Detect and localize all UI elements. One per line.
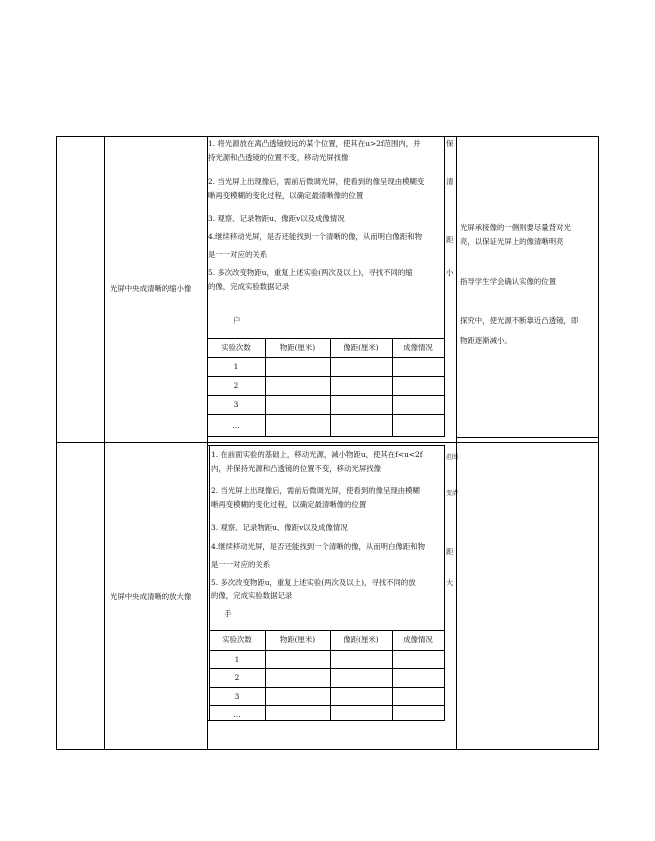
row-1-note-line: 光屏承接像的一侧则要尽量背对光 <box>460 223 571 232</box>
outer-middle-border <box>56 442 599 443</box>
table-row: 2 <box>234 673 240 682</box>
col-divider-1 <box>104 136 105 750</box>
row-1-note-line: 探究中，使光源不断靠近凸透镜，即 <box>460 316 579 325</box>
row-2-step-line: 是一一对应的关系 <box>211 560 271 569</box>
row-1-note-line: 物距逐渐减小。 <box>460 336 512 345</box>
table-header: 成像情况 <box>403 635 433 644</box>
row-2-side-char: 大 <box>446 578 454 587</box>
row-2-step-line: 3. 观察、记录物距u、像距v以及成像情况 <box>211 523 348 532</box>
col-divider-3 <box>444 136 445 436</box>
table-row: 1 <box>234 655 240 664</box>
row-1-step-line: 晰再变模糊的变化过程，以确定最清晰像的位置 <box>208 191 364 200</box>
row-1-step-line: 4.继续移动光屏，是否还能找到一个清晰的像，从而明白像距和物 <box>208 232 422 241</box>
table-header: 成像情况 <box>403 343 433 352</box>
row-1-side-char: 小 <box>446 268 454 277</box>
col-divider-2 <box>207 136 208 750</box>
row-1-step-line: 是一一对应的关系 <box>208 250 268 259</box>
row-1-note-line: 指导学生学会确认实像的位置 <box>460 277 557 286</box>
row2-inner-top <box>207 445 445 446</box>
outer-top-border <box>56 136 599 137</box>
row-1-label: 光屏中央成清晰的缩小像 <box>110 284 192 293</box>
row-1-step-line: 5. 多次改变物距u，重复上述实验(两次及以上)，寻找不同的缩 <box>208 268 413 277</box>
row-2-step-line: 晰再变模糊的变化过程，以确定最清晰像的位置 <box>211 500 367 509</box>
col-divider-4 <box>456 136 457 750</box>
row-2-step-line: 4.继续移动光屏，是否还能找到一个清晰的像，从而明白像距和物 <box>211 542 425 551</box>
table-header: 像距(厘米) <box>343 343 379 352</box>
row-2-side-char: 距 <box>446 547 454 556</box>
table-row: 1 <box>233 362 239 371</box>
row-2-step-line: 的像，完成实验数据记录 <box>211 591 293 600</box>
table-header: 物距(厘米) <box>279 343 316 352</box>
row-1-step-line: 1. 将光源放在离凸透镜较远的某个位置，使其在u>2f范围内，并 <box>208 139 421 148</box>
table-row: 3 <box>234 692 240 701</box>
table-header: 像距(厘米) <box>343 635 379 644</box>
row1-inner-bottom <box>207 436 445 437</box>
table-header: 实验次数 <box>222 635 252 644</box>
row-1-mark: 户 <box>233 316 241 325</box>
row-1-step-line: 3. 观察、记录物距u、像距v以及成像情况 <box>208 214 345 223</box>
row-2-side-char: 变清 <box>446 490 459 497</box>
outer-right-border <box>598 136 599 750</box>
row-1-note-line: 亮，以保证光屏上的像清晰明亮 <box>460 237 564 246</box>
row2-inner-bottom <box>207 720 445 721</box>
table-row: 2 <box>233 381 239 390</box>
col-divider-3b <box>444 445 445 720</box>
table-header: 物距(厘米) <box>279 635 316 644</box>
row-2-step-line: 1. 在前面实验的基础上，移动光源，减小物距u，使其在f<u<2f <box>211 450 423 459</box>
row2-notes-gap-line <box>456 437 599 438</box>
row-1-side-char: 保 <box>446 139 454 148</box>
outer-left-border <box>56 136 57 750</box>
row-1-side-char: 距 <box>446 235 454 244</box>
row-2-mark: 手 <box>224 609 232 618</box>
table-header: 实验次数 <box>221 343 251 352</box>
row-1-step-line: 2. 当光屏上出现像后，需前后微调光屏，使看到的像呈现由模糊变 <box>208 177 425 186</box>
row-1-step-line: 的像，完成实验数据记录 <box>208 282 290 291</box>
table-row: … <box>233 710 241 719</box>
row-2-side-char: 范围 <box>446 454 459 461</box>
row-2-step-line: 2. 当光屏上出现像后，需前后微调光屏，使看到的像呈现由模糊 <box>211 486 420 495</box>
row-2-label: 光屏中央成清晰的放大像 <box>110 592 192 601</box>
row-1-side-char: 清 <box>446 177 454 186</box>
row-2-step-line: 5. 多次改变物距u，重复上述实验(两次及以上)，寻找不同的放 <box>211 578 416 587</box>
table-row: … <box>232 421 240 430</box>
row-1-step-line: 持光源和凸透镜的位置不变，移动光屏找像 <box>208 153 349 162</box>
outer-bottom-border <box>56 749 599 750</box>
table-row: 3 <box>233 400 239 409</box>
row-2-step-line: 内，并保持光源和凸透镜的位置不变，移动光屏找像 <box>211 464 381 473</box>
